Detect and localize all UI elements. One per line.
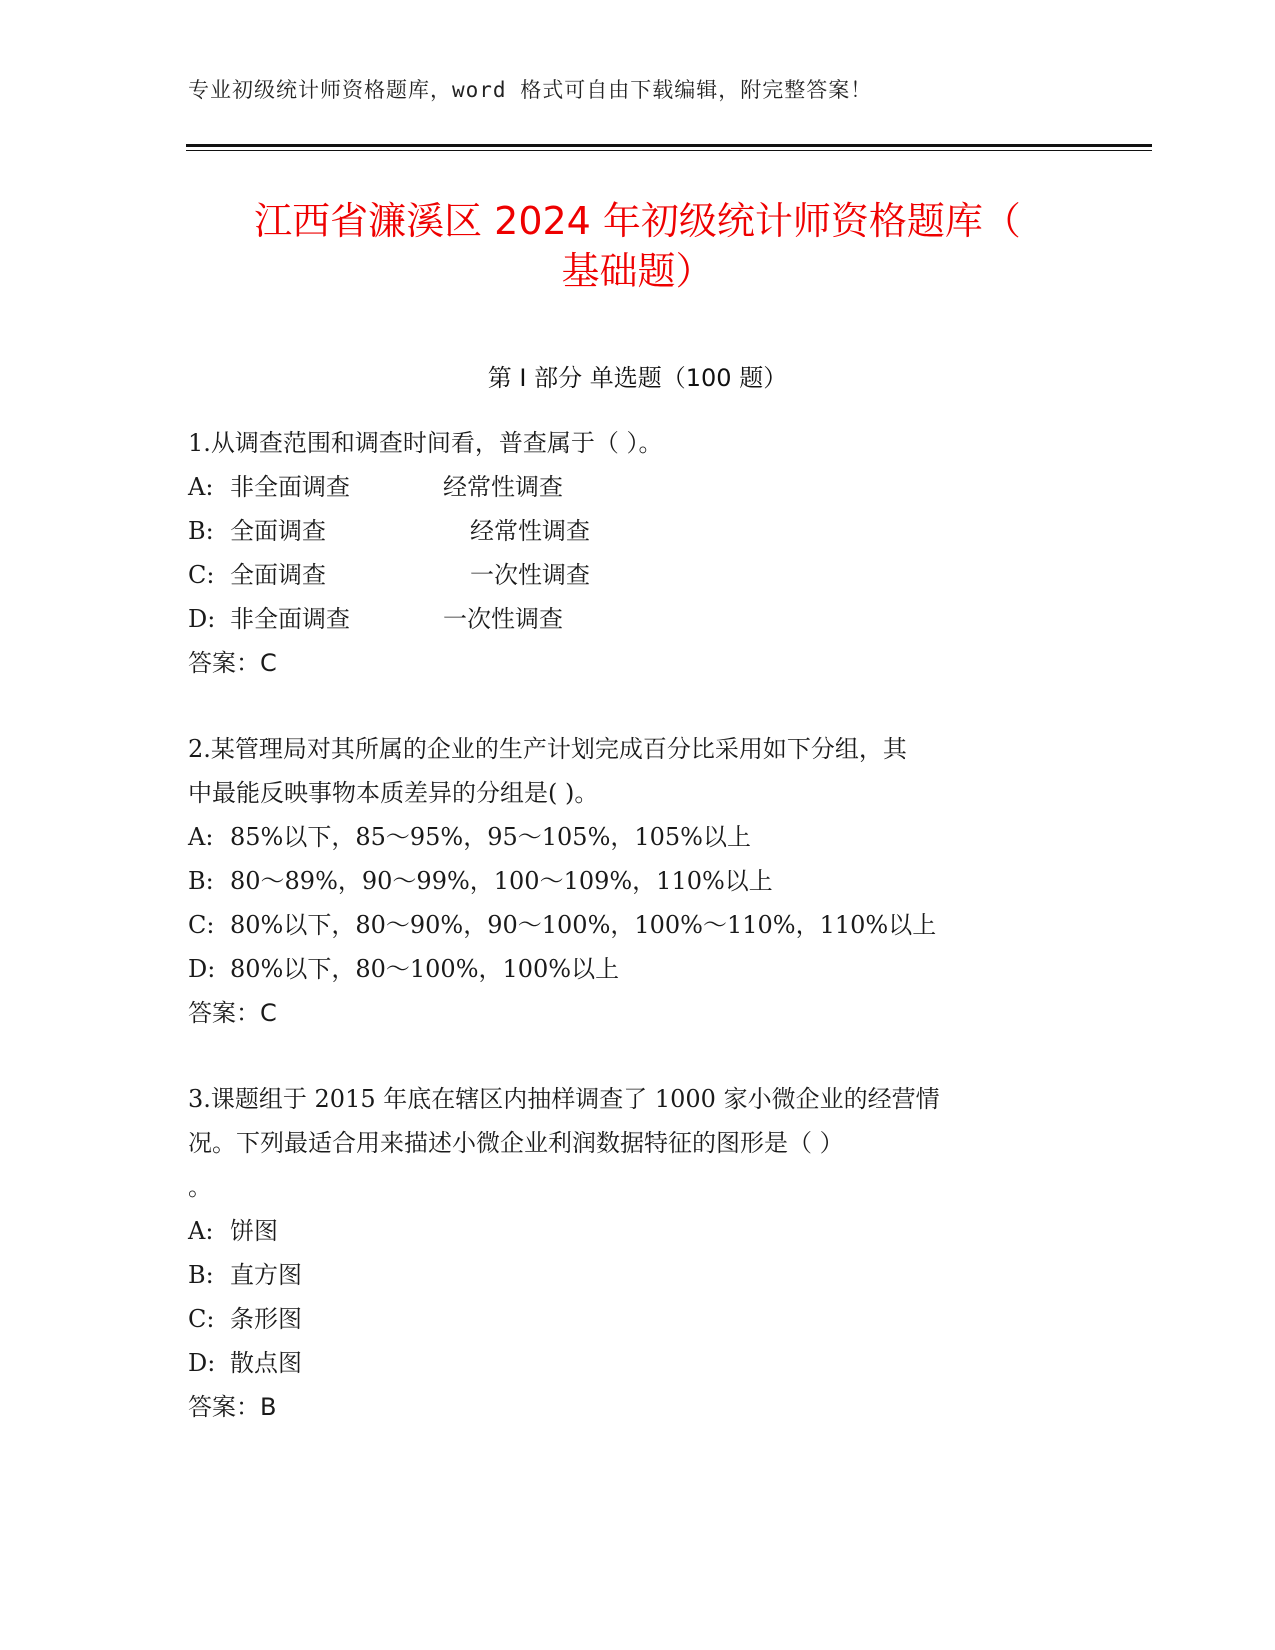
question-2-answer: 答案：C — [188, 999, 277, 1027]
question-3-stem-line-3: 。 — [188, 1173, 212, 1201]
option-text: 80%以下，80～90%，90～100%，100%～110%，110%以上 — [230, 911, 937, 939]
document-title-line-1: 江西省濂溪区 2024 年初级统计师资格题库（ — [254, 199, 1021, 243]
option-text: 散点图 — [230, 1349, 302, 1377]
option-letter: D: — [188, 1349, 216, 1377]
option-letter: A: — [188, 823, 214, 851]
question-3-option-d — [188, 1348, 302, 1378]
question-3-option-c — [188, 1304, 302, 1334]
question-1-option-d — [188, 604, 563, 634]
document-title — [150, 196, 1125, 296]
question-1-option-a — [188, 472, 563, 502]
option-text: 非全面调查 — [230, 605, 350, 633]
question-3-answer: 答案：B — [188, 1393, 277, 1421]
option-letter: A: — [188, 1217, 214, 1245]
header-rule — [186, 144, 1152, 147]
option-text: 80～89%，90～99%，100～109%，110%以上 — [230, 867, 773, 895]
section-title: 第 I 部分 单选题（100 题） — [487, 364, 788, 392]
question-2-option-c — [188, 910, 936, 940]
option-letter: C: — [188, 911, 215, 939]
option-text: 饼图 — [230, 1217, 278, 1245]
option-letter: D: — [188, 955, 216, 983]
document-title-line-2: 基础题） — [561, 249, 714, 293]
option-text-secondary: 经常性调查 — [470, 517, 590, 545]
option-letter: B: — [188, 517, 214, 545]
question-1-answer: 答案：C — [188, 649, 277, 677]
question-2-option-a — [188, 822, 751, 852]
question-3-option-b — [188, 1260, 302, 1290]
header-rule-thin — [186, 150, 1152, 151]
option-letter: B: — [188, 867, 214, 895]
question-2-stem-line-1: 2.某管理局对其所属的企业的生产计划完成百分比采用如下分组，其 — [188, 735, 907, 763]
question-3-stem-line-1: 3.课题组于 2015 年底在辖区内抽样调查了 1000 家小微企业的经营情 — [188, 1085, 940, 1113]
question-3-option-a — [188, 1216, 278, 1246]
option-letter: C: — [188, 1305, 215, 1333]
question-1-option-c — [188, 560, 590, 590]
question-2-option-b — [188, 866, 773, 896]
option-text: 全面调查 — [230, 561, 326, 589]
option-text: 80%以下，80～100%，100%以上 — [230, 955, 620, 983]
option-text-secondary: 一次性调查 — [470, 561, 590, 589]
option-text: 非全面调查 — [230, 473, 350, 501]
option-letter: A: — [188, 473, 214, 501]
question-1-option-b — [188, 516, 590, 546]
question-2-option-d — [188, 954, 619, 984]
option-text: 全面调查 — [230, 517, 326, 545]
question-2-stem-line-2: 中最能反映事物本质差异的分组是( )。 — [188, 779, 599, 807]
option-text: 85%以下，85～95%，95～105%，105%以上 — [230, 823, 751, 851]
option-text: 直方图 — [230, 1261, 302, 1289]
question-3-stem-line-2: 况。下列最适合用来描述小微企业利润数据特征的图形是（ ） — [188, 1129, 844, 1157]
option-text-secondary: 经常性调查 — [443, 473, 563, 501]
question-1-stem: 1.从调查范围和调查时间看，普查属于（ ）。 — [188, 429, 663, 457]
option-letter: B: — [188, 1261, 214, 1289]
header-note: 专业初级统计师资格题库，word 格式可自由下载编辑，附完整答案！ — [188, 78, 873, 102]
option-text-secondary: 一次性调查 — [443, 605, 563, 633]
option-text: 条形图 — [230, 1305, 302, 1333]
option-letter: C: — [188, 561, 215, 589]
option-letter: D: — [188, 605, 216, 633]
